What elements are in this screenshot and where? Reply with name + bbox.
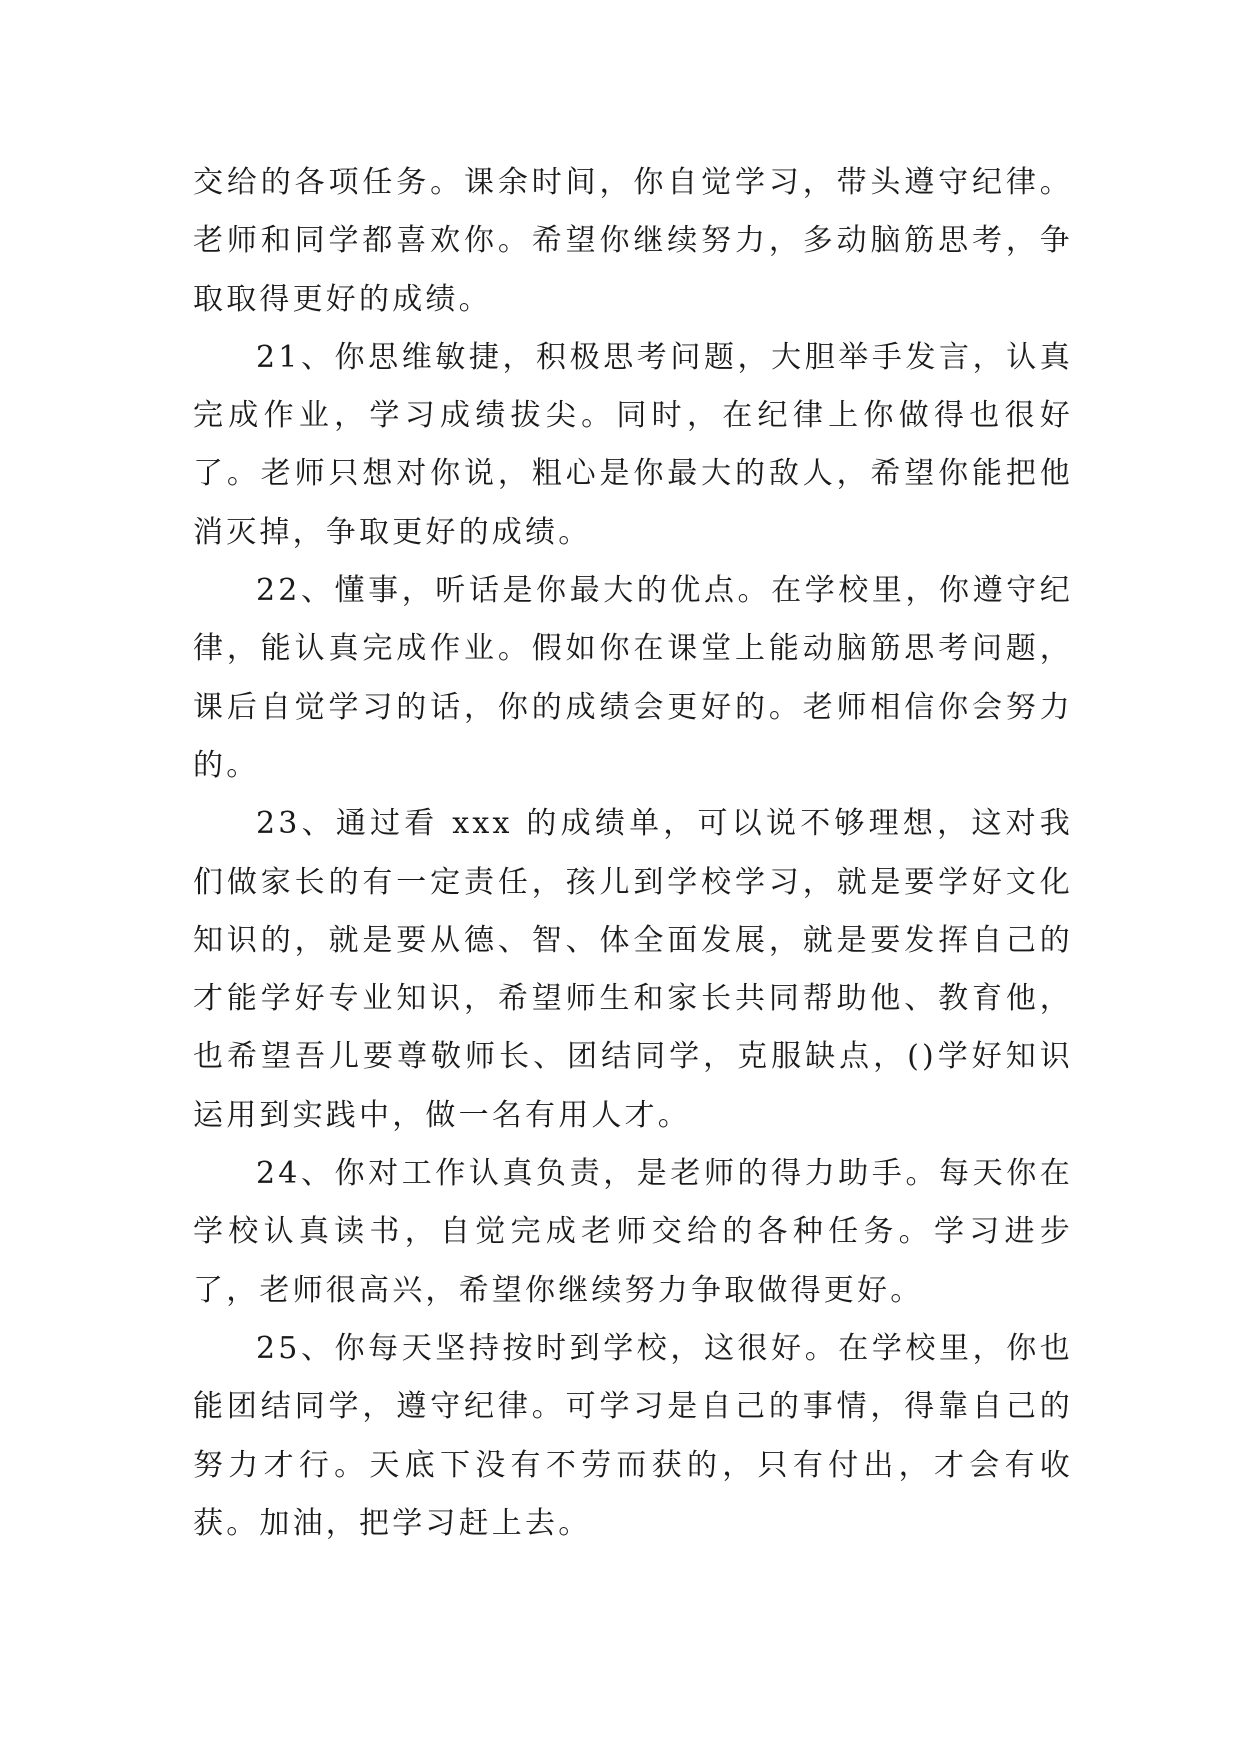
paragraph-continuation: 交给的各项任务。课余时间，你自觉学习，带头遵守纪律。老师和同学都喜欢你。希望你继续努力，多动脑筋思考，争取取得更好的成绩。	[193, 165, 1073, 317]
paragraph-22: 22、懂事，听话是你最大的优点。在学校里，你遵守纪律，能认真完成作业。假如你在课堂上能动脑筋思考问题，课后自觉学习的话，你的成绩会更好的。老师相信你会努力的。	[193, 573, 1073, 783]
paragraph-25: 25、你每天坚持按时到学校，这很好。在学校里，你也能团结同学，遵守纪律。可学习是自己的事情，得靠自己的努力才行。天底下没有不劳而获的，只有付出，才会有收获。加油，把学习赶上去。	[193, 1330, 1073, 1541]
paragraph-23: 23、通过看 xxx 的成绩单，可以说不够理想，这对我们做家长的有一定责任，孩儿到学校学习，就是要学好文化知识的，就是要从德、智、体全面发展，就是要发挥自己的才能学好专业知识，希望师生和家长共同帮助他、教育他，也希望吾儿要尊敬师长、团结同学，克服缺点，()学好知识运用到实践中，做一名有用人才。	[193, 806, 1073, 1133]
paragraph-24: 24、你对工作认真负责，是老师的得力助手。每天你在学校认真读书，自觉完成老师交给的各种任务。学习进步了，老师很高兴，希望你继续努力争取做得更好。	[193, 1156, 1073, 1308]
document-body	[193, 154, 1073, 1553]
paragraph-21: 21、你思维敏捷，积极思考问题，大胆举手发言，认真完成作业，学习成绩拔尖。同时，在纪律上你做得也很好了。老师只想对你说，粗心是你最大的敌人，希望你能把他消灭掉，争取更好的成绩。	[193, 339, 1073, 550]
